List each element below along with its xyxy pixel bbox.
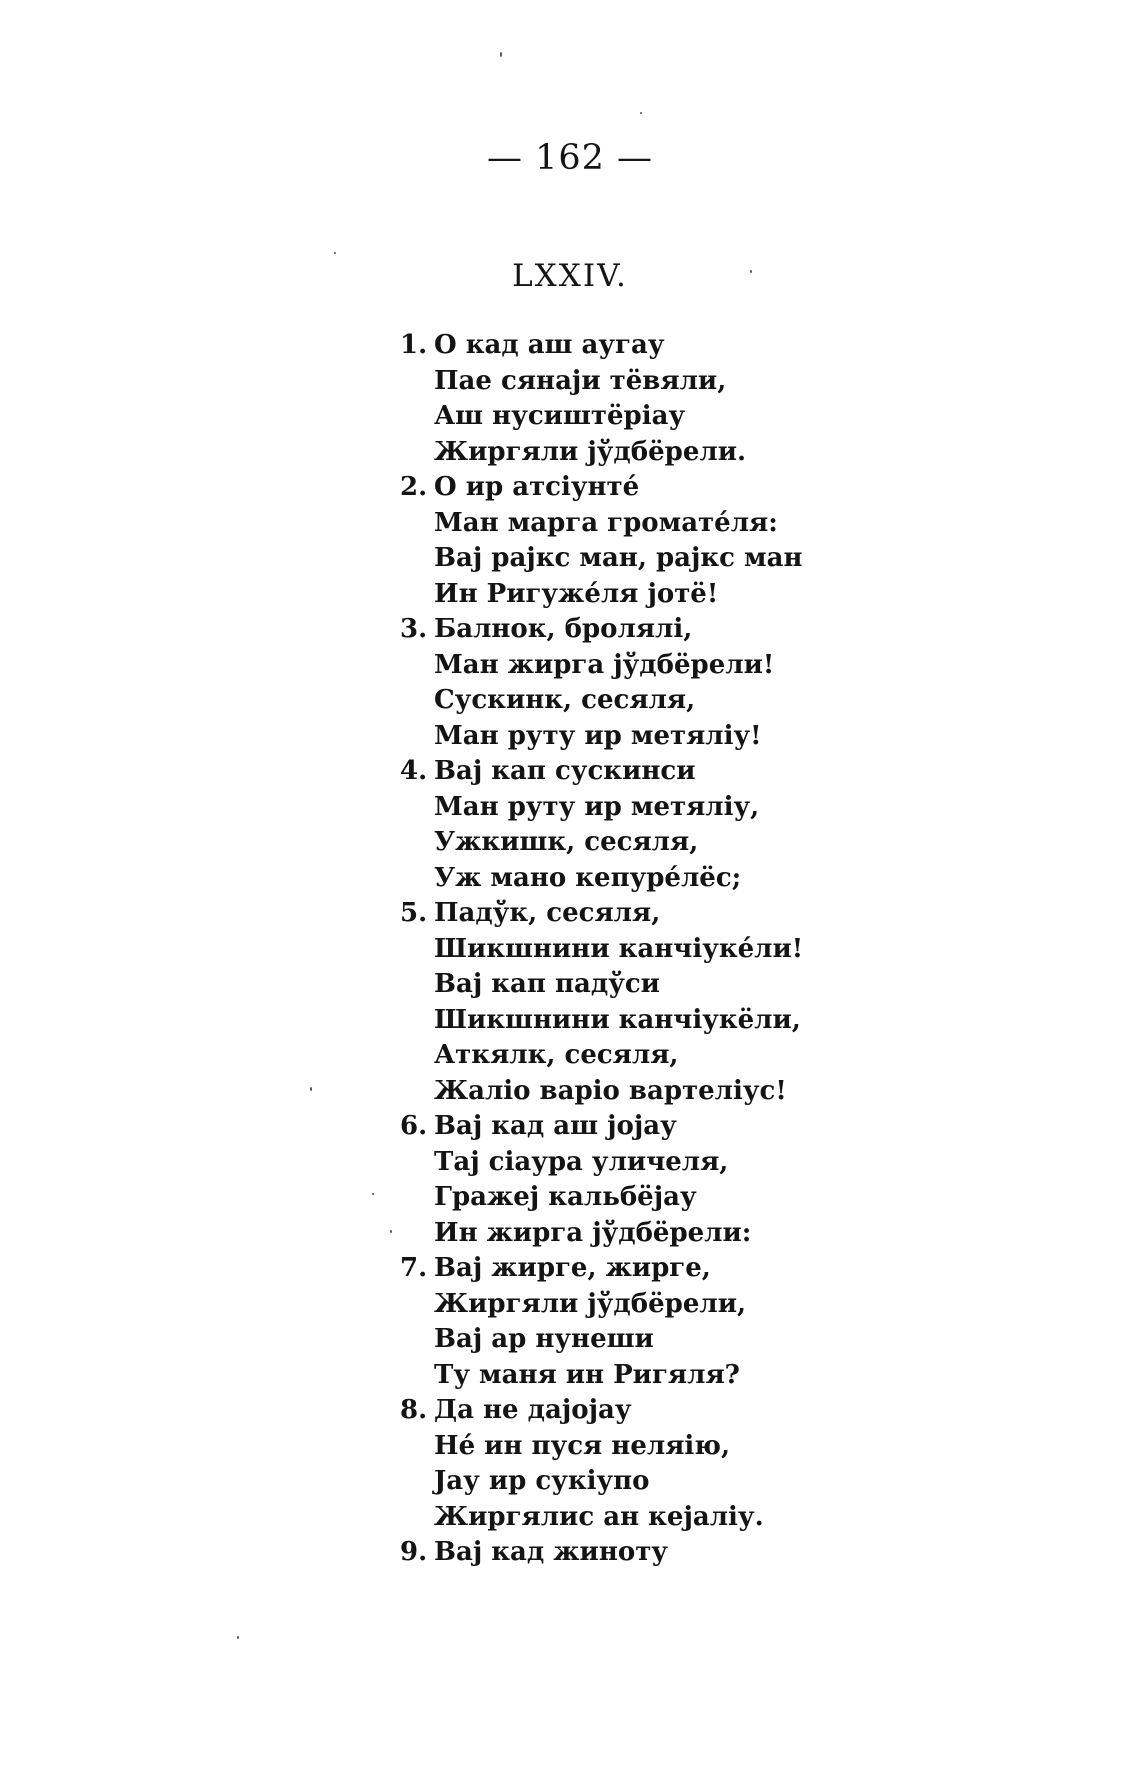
poem-line [400,1251,1120,1287]
poem-line-text: Вај рајкс ман, рајкс ман [434,543,803,573]
poem-line-text: Жалiо варiо вартелiус! [434,1075,787,1106]
poem-line-text: Сускинк, сесяля, [434,685,696,715]
poem-line [400,790,1120,826]
scan-speck [372,1193,374,1195]
poem-line [400,896,1120,932]
poem-line [400,1145,1120,1181]
poem-line-text: Жиргялис ан кејалiу. [434,1501,764,1532]
poem-line [400,1358,1120,1394]
poem-line [400,506,1120,542]
scan-speck [750,270,752,273]
poem-line [400,1180,1120,1216]
poem-line-text: Вај кад аш јојау [434,1111,677,1141]
poem-line [400,1500,1120,1536]
poem-line-text: Ту маня ин Ригяля? [434,1359,740,1390]
poem-line-text: Вај кап падўси [434,969,660,999]
section-title: LXXIV. [512,258,628,294]
poem-line-text: Тај сіаура уличеля, [434,1146,729,1177]
stanza-number: 2. [400,472,428,502]
poem-line [400,683,1120,719]
poem-line [400,1393,1120,1429]
poem-line-text: Да не дајојау [434,1395,632,1425]
poem-line-text: Ужкишк, сесяля, [434,827,699,857]
poem-line [400,1287,1120,1323]
poem-line-text: Уж мано кепурéлёс; [434,862,742,893]
poem-line [400,1003,1120,1039]
poem-line-text: Балнок, бролялi, [434,614,693,644]
poem-line-text: Вај кад жиноту [434,1537,668,1567]
poem-line-text: Ман руту ир метялiу, [434,791,760,822]
poem-line-text: Јау ир сукiупо [434,1466,650,1496]
scan-speck [237,1636,239,1639]
poem-line-text: Ман марга громатéля: [434,507,778,538]
poem-line-text: Падўк, сесяля, [434,898,661,928]
stanza-number: 9. [400,1537,428,1567]
poem-line-text: Нé ин пуся неляiю, [434,1430,730,1461]
poem-line-text: Жиргяли јўдбёрели. [434,436,747,467]
poem-line [400,364,1120,400]
poem-line [400,1429,1120,1465]
poem-line [400,612,1120,648]
scan-speck [500,52,502,57]
poem-line [400,1322,1120,1358]
poem-line [400,541,1120,577]
poem-line [400,399,1120,435]
stanza-number: 5. [400,898,428,928]
poem-line [400,1535,1120,1571]
poem-line [400,648,1120,684]
poem-line [400,1109,1120,1145]
poem-line [400,861,1120,897]
poem-line [400,719,1120,755]
poem-line-text: Вај кап сускинси [434,756,696,786]
poem-line-text: Жиргяли јўдбёрели, [434,1288,747,1319]
poem-line [400,932,1120,968]
stanza-number: 6. [400,1111,428,1141]
scan-speck [334,252,336,254]
scan-speck [640,112,642,114]
poem-line [400,825,1120,861]
scan-speck [390,1230,392,1233]
scan-speck [310,1087,312,1091]
poem-line-text: Ман руту ир метялiу! [434,720,762,751]
poem [400,328,1120,1571]
page-number: — 162 — [486,138,654,178]
stanza-number: 7. [400,1253,428,1283]
poem-line-text: Аткялк, сесяля, [434,1040,679,1070]
poem-line-text: Ин жирга јўдбёрели: [434,1217,752,1248]
poem-line-text: Шикшнини канчіукёли, [434,1004,801,1035]
poem-line-text: Ман жирга јўдбёрели! [434,649,775,680]
stanza-number: 4. [400,756,428,786]
poem-line-text: Пае сянаји тёвяли, [434,365,727,396]
poem-line-text: Вај жирге, жирге, [434,1253,711,1283]
stanza-number: 1. [400,330,428,360]
poem-line-text: О ир атсіунтé [434,472,640,502]
poem-line-text: Аш нусиштёріау [434,401,686,431]
stanza-number: 8. [400,1395,428,1425]
poem-line-text: Гражеј кальбёјау [434,1182,697,1212]
poem-line-text: Шикшнини канчіукéли! [434,933,804,964]
poem-line [400,435,1120,471]
poem-line-text: О кад аш аугау [434,330,665,360]
poem-line [400,328,1120,364]
poem-line [400,1074,1120,1110]
poem-line [400,967,1120,1003]
poem-line [400,1464,1120,1500]
poem-line [400,1038,1120,1074]
stanza-number: 3. [400,614,428,644]
poem-line-text: Ин Ригужéля јотё! [434,578,719,609]
poem-line [400,470,1120,506]
poem-line-text: Вај ар нунеши [434,1324,654,1354]
poem-line [400,1216,1120,1252]
poem-line [400,754,1120,790]
poem-line [400,577,1120,613]
